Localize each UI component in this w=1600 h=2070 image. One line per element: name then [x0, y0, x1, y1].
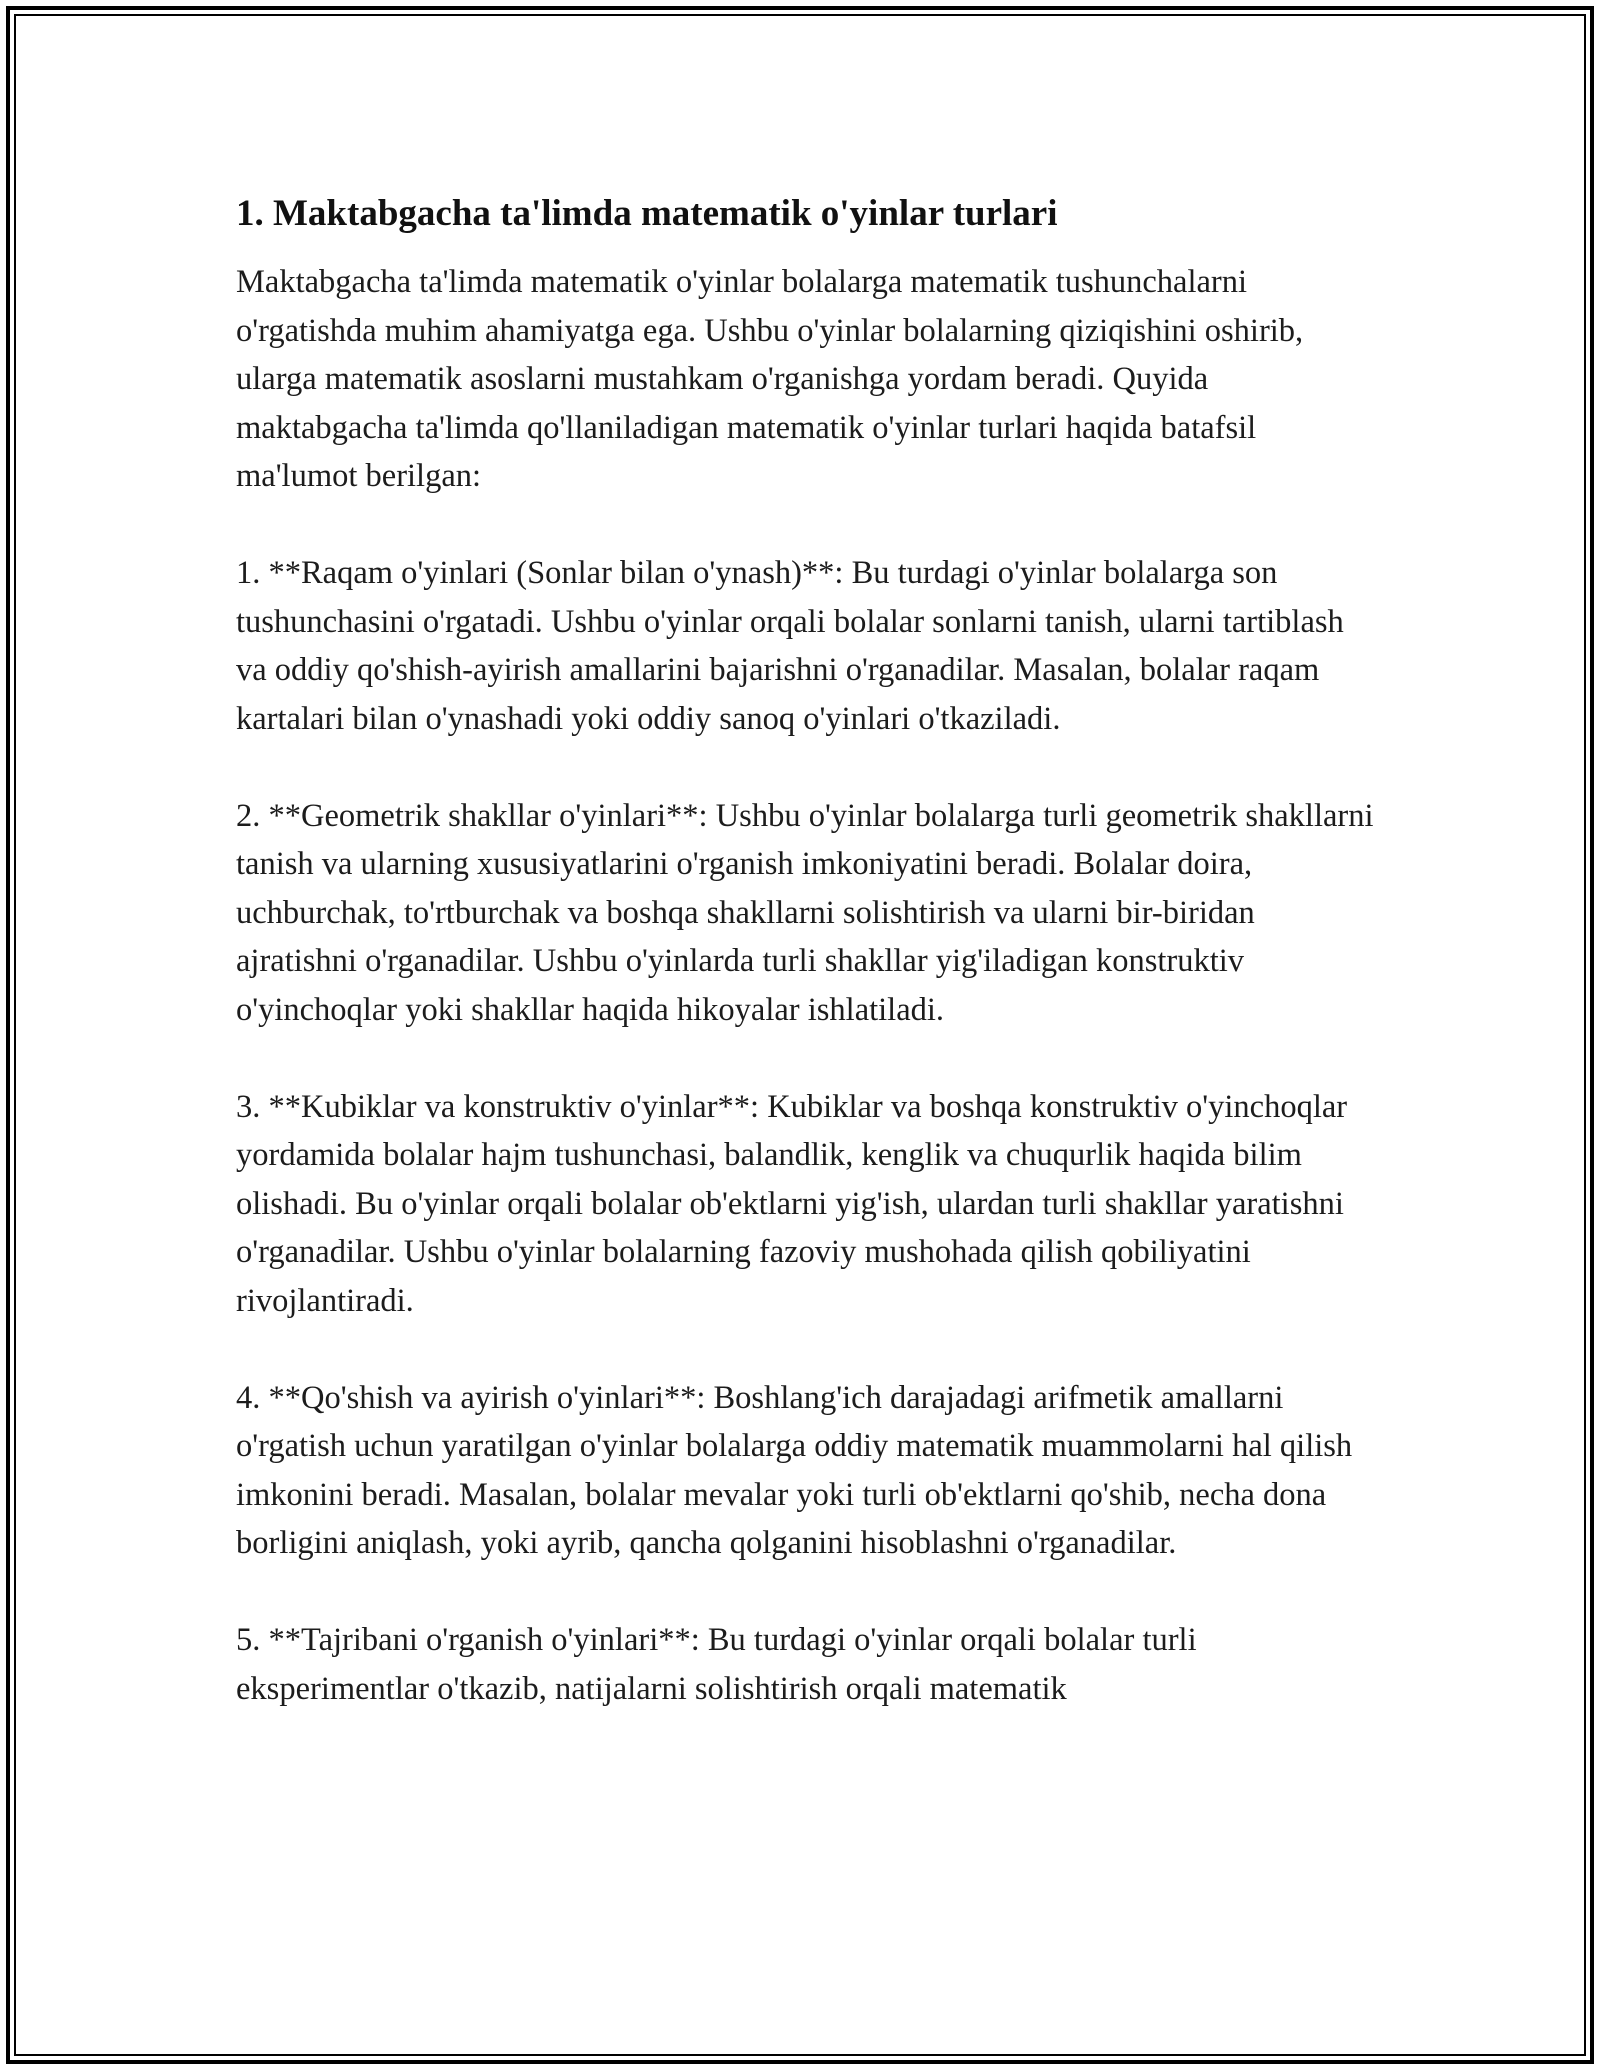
list-item-geometrik-shakllar: 2. **Geometrik shakllar o'yinlari**: Ushbu o'yinlar bolalarga turli geometrik shakllarni tanish va ularning xususiyatlarini o'rganish imkoniyatini beradi. Bolalar doira, uchburchak, to'rtburchak va boshqa shakllarni solishtirish va ularni bir-biridan ajratishni o'rganadilar. Ushbu o'yinlarda turli shakllar yig'iladigan konstruktiv o'yinchoqlar yoki shakllar haqida hikoyalar ishlatiladi.: [236, 797, 1374, 1028]
list-item-raqam-oyinlari: 1. **Raqam o'yinlari (Sonlar bilan o'ynash)**: Bu turdagi o'yinlar bolalarga son tushunchasini o'rgatadi. Ushbu o'yinlar orqali bolalar sonlarni tanish, ularni tartiblash va oddiy qo'shish-ayirish amallarini bajarishni o'rganadilar. Masalan, bolalar raqam kartalari bilan o'ynashadi yoki oddiy sanoq o'yinlari o'tkaziladi.: [236, 555, 1344, 737]
document-body: [236, 190, 1376, 1713]
list-item-kubiklar: 3. **Kubiklar va konstruktiv o'yinlar**: Kubiklar va boshqa konstruktiv o'yinchoqlar yordamida bolalar hajm tushunchasi, balandlik, kenglik va chuqurlik haqida bilim olishadi. Bu o'yinlar orqali bolalar ob'ektlarni yig'ish, ulardan turli shakllar yaratishni o'rganadilar. Ushbu o'yinlar bolalarning fazoviy mushohada qilish qobiliyatini rivojlantiradi.: [236, 1088, 1348, 1319]
list-item-qoshish-ayirish: 4. **Qo'shish va ayirish o'yinlari**: Boshlang'ich darajadagi arifmetik amallarni o'rgatish uchun yaratilgan o'yinlar bolalarga oddiy matematik muammolarni hal qilish imkonini beradi. Masalan, bolalar mevalar yoki turli ob'ektlarni qo'shib, necha dona borligini aniqlash, yoki ayrib, qancha qolganini hisoblashni o'rganadilar.: [236, 1379, 1353, 1561]
list-item-tajribani-organish: 5. **Tajribani o'rganish o'yinlari**: Bu turdagi o'yinlar orqali bolalar turli eksperimentlar o'tkazib, natijalarni solishtirish orqali matematik: [236, 1622, 1197, 1707]
intro-paragraph: Maktabgacha ta'limda matematik o'yinlar bolalarga matematik tushunchalarni o'rgatishda muhim ahamiyatga ega. Ushbu o'yinlar bolalarning qiziqishini oshirib, ularga matematik asoslarni mustahkam o'rganishga yordam beradi. Quyida maktabgacha ta'limda qo'llaniladigan matematik o'yinlar turlari haqida batafsil ma'lumot berilgan:: [236, 264, 1304, 494]
section-heading: 1. Maktabgacha ta'limda matematik o'yinlar turlari: [236, 193, 1058, 234]
